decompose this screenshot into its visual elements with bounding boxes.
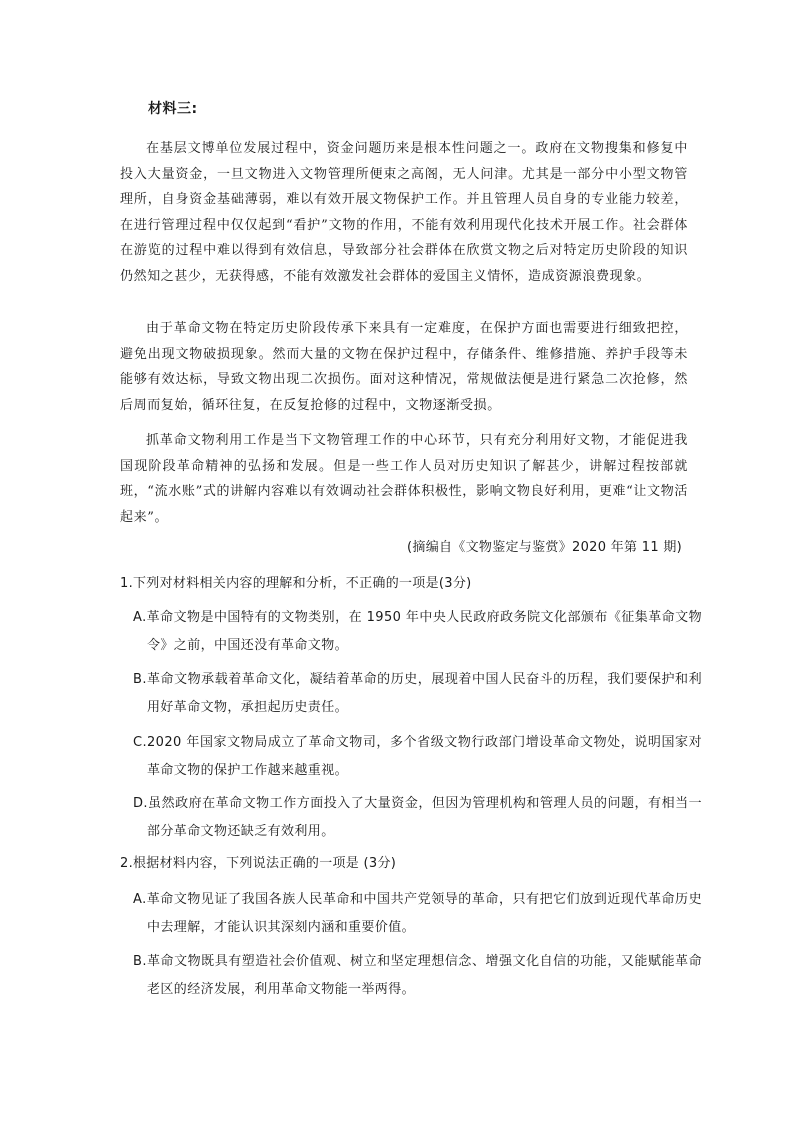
question-2-option-a: A.革命文物见证了我国各族人民革命和中国共产党领导的革命，只有把它们放到近现代革命历史中去理解，才能认识其深刻内涵和重要价值。 (133, 892, 702, 935)
question-1-stem: 1.下列对材料相关内容的理解和分析，不正确的一项是(3分) (120, 576, 472, 591)
material-heading: 材料三: (148, 101, 198, 117)
source-citation: (摘编自《文物鉴定与鉴赏》2020 年第 11 期) (407, 540, 682, 555)
question-1-option-b: B.革命文物承载着革命文化，凝结着革命的历史，展现着中国人民奋斗的历程，我们要保护和利用好革命文物，承担起历史责任。 (133, 672, 702, 715)
material-paragraph-3: 抓革命文物利用工作是当下文物管理工作的中心环节，只有充分利用好文物，才能促进我国现阶段革命精神的弘扬和发展。但是一些工作人员对历史知识了解甚少，讲解过程按部就班，“流水账”式的讲解内容难以有效调动社会群体积极性，影响文物良好利用，更难“让文物活起来”。 (120, 433, 688, 525)
material-paragraph-2: 由于革命文物在特定历史阶段传承下来具有一定难度，在保护方面也需要进行细致把控，避免出现文物破损现象。然而大量的文物在保护过程中，存储条件、维修措施、养护手段等未能够有效达标，导致文物出现二次损伤。面对这种情况，常规做法便是进行紧急二次抢修，然后周而复始，循环往复，在反复抢修的过程中，文物逐渐受损。 (120, 321, 688, 413)
question-1-option-c: C.2020 年国家文物局成立了革命文物司，多个省级文物行政部门增设革命文物处，说明国家对革命文物的保护工作越来越重视。 (133, 735, 702, 778)
question-1-option-a: A.革命文物是中国特有的文物类别，在 1950 年中央人民政府政务院文化部颁布《征集革命文物令》之前，中国还没有革命文物。 (133, 610, 702, 653)
question-2-stem: 2.根据材料内容，下列说法正确的一项是 (3分) (120, 856, 397, 871)
question-2-option-b: B.革命文物既具有塑造社会价值观、树立和坚定理想信念、增强文化自信的功能，又能赋能革命老区的经济发展，利用革命文物能一举两得。 (133, 954, 702, 997)
question-1-option-d: D.虽然政府在革命文物工作方面投入了大量资金，但因为管理机构和管理人员的问题，有相当一部分革命文物还缺乏有效利用。 (133, 796, 702, 839)
material-paragraph-1: 在基层文博单位发展过程中，资金问题历来是根本性问题之一。政府在文物搜集和修复中投入大量资金，一旦文物进入文物管理所便束之高阁，无人问津。尤其是一部分中小型文物管理所，自身资金基础薄弱，难以有效开展文物保护工作。并且管理人员自身的专业能力较差，在进行管理过程中仅仅起到“看护”文物的作用，不能有效利用现代化技术开展工作。社会群体在游览的过程中难以得到有效信息，导致部分社会群体在欣赏文物之后对特定历史阶段的知识仍然知之甚少，无获得感，不能有效激发社会群体的爱国主义情怀，造成资源浪费现象。 (120, 141, 688, 284)
